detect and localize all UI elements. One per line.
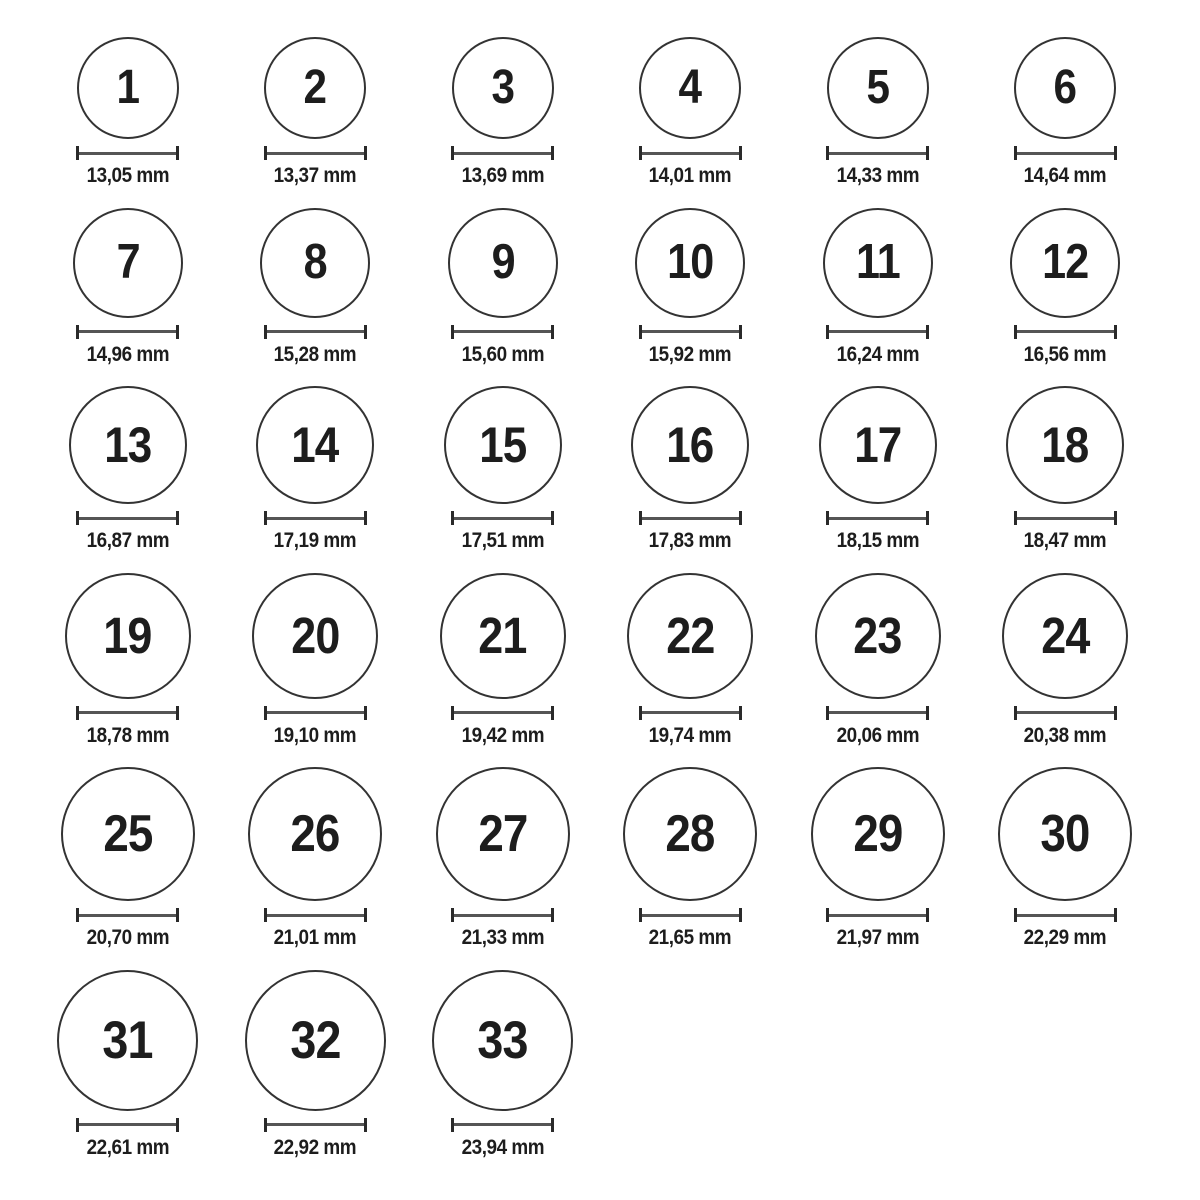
ring-size-number: 28 bbox=[665, 805, 715, 864]
diameter-dimension-line bbox=[76, 325, 179, 339]
ring-diameter-label: 22,92 mm bbox=[273, 1135, 357, 1159]
ring-diameter-label: 13,37 mm bbox=[273, 164, 357, 187]
diameter-dimension-line bbox=[639, 511, 742, 525]
ring-size-item bbox=[409, 970, 597, 1158]
ring-circle bbox=[819, 386, 937, 504]
ring-size-number: 16 bbox=[666, 417, 714, 474]
ring-circle bbox=[627, 573, 753, 699]
ring-size-item bbox=[972, 573, 1160, 746]
diameter-dimension-line bbox=[639, 146, 742, 160]
ring-diameter-label: 15,92 mm bbox=[648, 342, 732, 366]
ring-diameter-label: 23,94 mm bbox=[461, 1135, 545, 1159]
ring-circle bbox=[1002, 573, 1128, 699]
ring-circle bbox=[635, 208, 745, 318]
ring-size-item bbox=[597, 767, 785, 948]
ring-size-number: 14 bbox=[291, 417, 339, 474]
ring-circle bbox=[998, 767, 1132, 901]
ring-size-number: 17 bbox=[854, 417, 902, 474]
ring-circle bbox=[448, 208, 558, 318]
ring-circle bbox=[1014, 37, 1116, 139]
diameter-dimension-line bbox=[76, 908, 179, 922]
ring-size-item bbox=[597, 37, 785, 186]
ring-size-number: 19 bbox=[103, 607, 152, 665]
diameter-dimension-line bbox=[451, 146, 554, 160]
ring-diameter-label: 13,05 mm bbox=[86, 164, 170, 187]
diameter-dimension-line bbox=[76, 1118, 179, 1132]
diameter-dimension-line bbox=[264, 1118, 367, 1132]
ring-diameter-label: 17,83 mm bbox=[648, 529, 732, 553]
ring-size-item bbox=[34, 37, 222, 186]
ring-diameter-label: 21,33 mm bbox=[461, 926, 545, 950]
chart-row bbox=[34, 573, 1159, 746]
chart-row bbox=[34, 767, 1159, 948]
diameter-dimension-line bbox=[76, 511, 179, 525]
diameter-dimension-line bbox=[826, 146, 929, 160]
diameter-dimension-line bbox=[1014, 908, 1117, 922]
ring-circle bbox=[811, 767, 945, 901]
ring-diameter-label: 22,29 mm bbox=[1023, 926, 1107, 950]
ring-size-item bbox=[409, 37, 597, 186]
diameter-dimension-line bbox=[826, 511, 929, 525]
ring-size-item bbox=[784, 386, 972, 551]
ring-circle bbox=[631, 386, 749, 504]
ring-circle bbox=[245, 970, 386, 1111]
ring-size-number: 12 bbox=[1042, 235, 1089, 290]
ring-size-item bbox=[222, 386, 410, 551]
ring-diameter-label: 15,28 mm bbox=[273, 342, 357, 366]
ring-size-item bbox=[409, 573, 597, 746]
ring-diameter-label: 14,96 mm bbox=[86, 342, 170, 366]
diameter-dimension-line bbox=[264, 706, 367, 720]
diameter-dimension-line bbox=[826, 325, 929, 339]
ring-circle bbox=[73, 208, 183, 318]
diameter-dimension-line bbox=[451, 325, 554, 339]
ring-size-item bbox=[972, 386, 1160, 551]
ring-size-number: 4 bbox=[678, 61, 702, 114]
ring-diameter-label: 14,33 mm bbox=[836, 164, 920, 187]
ring-size-item bbox=[34, 767, 222, 948]
ring-diameter-label: 14,64 mm bbox=[1023, 164, 1107, 187]
ring-diameter-label: 19,10 mm bbox=[273, 723, 357, 747]
ring-size-item bbox=[222, 208, 410, 365]
ring-circle bbox=[452, 37, 554, 139]
ring-size-item bbox=[34, 573, 222, 746]
ring-size-number: 27 bbox=[478, 805, 528, 864]
ring-size-item bbox=[222, 573, 410, 746]
diameter-dimension-line bbox=[451, 1118, 554, 1132]
diameter-dimension-line bbox=[639, 706, 742, 720]
ring-diameter-label: 13,69 mm bbox=[461, 164, 545, 187]
ring-size-item bbox=[222, 37, 410, 186]
ring-size-number: 9 bbox=[491, 235, 515, 290]
ring-size-number: 33 bbox=[477, 1010, 528, 1070]
ring-circle bbox=[827, 37, 929, 139]
ring-circle bbox=[815, 573, 941, 699]
ring-circle bbox=[77, 37, 179, 139]
ring-size-item bbox=[409, 767, 597, 948]
ring-size-number: 11 bbox=[855, 235, 900, 290]
ring-size-number: 5 bbox=[866, 61, 890, 114]
ring-size-number: 26 bbox=[290, 805, 340, 864]
ring-size-number: 15 bbox=[479, 417, 527, 474]
ring-circle bbox=[436, 767, 570, 901]
ring-size-item bbox=[34, 208, 222, 365]
ring-size-number: 23 bbox=[853, 607, 902, 665]
ring-size-number: 25 bbox=[103, 805, 153, 864]
ring-diameter-label: 16,87 mm bbox=[86, 529, 170, 553]
ring-size-item bbox=[597, 208, 785, 365]
ring-circle bbox=[264, 37, 366, 139]
ring-diameter-label: 18,15 mm bbox=[836, 529, 920, 553]
ring-size-number: 13 bbox=[104, 417, 152, 474]
ring-diameter-label: 21,65 mm bbox=[648, 926, 732, 950]
ring-circle bbox=[65, 573, 191, 699]
diameter-dimension-line bbox=[264, 325, 367, 339]
ring-diameter-label: 19,42 mm bbox=[461, 723, 545, 747]
ring-size-number: 1 bbox=[116, 61, 140, 114]
ring-size-item bbox=[222, 970, 410, 1158]
ring-circle bbox=[823, 208, 933, 318]
diameter-dimension-line bbox=[1014, 146, 1117, 160]
diameter-dimension-line bbox=[1014, 511, 1117, 525]
ring-size-number: 24 bbox=[1041, 607, 1090, 665]
ring-circle bbox=[444, 386, 562, 504]
ring-size-number: 8 bbox=[303, 235, 327, 290]
ring-size-item bbox=[222, 767, 410, 948]
ring-diameter-label: 17,51 mm bbox=[461, 529, 545, 553]
diameter-dimension-line bbox=[76, 146, 179, 160]
ring-diameter-label: 20,38 mm bbox=[1023, 723, 1107, 747]
ring-diameter-label: 16,24 mm bbox=[836, 342, 920, 366]
ring-diameter-label: 22,61 mm bbox=[86, 1135, 170, 1159]
ring-circle bbox=[1010, 208, 1120, 318]
ring-diameter-label: 19,74 mm bbox=[648, 723, 732, 747]
ring-diameter-label: 17,19 mm bbox=[273, 529, 357, 553]
ring-size-item bbox=[409, 208, 597, 365]
diameter-dimension-line bbox=[639, 908, 742, 922]
diameter-dimension-line bbox=[264, 146, 367, 160]
ring-circle bbox=[623, 767, 757, 901]
ring-size-item bbox=[784, 573, 972, 746]
diameter-dimension-line bbox=[264, 908, 367, 922]
ring-size-item bbox=[972, 767, 1160, 948]
ring-size-number: 3 bbox=[491, 61, 515, 114]
ring-size-item bbox=[409, 386, 597, 551]
ring-circle bbox=[1006, 386, 1124, 504]
ring-size-item bbox=[597, 573, 785, 746]
ring-circle bbox=[252, 573, 378, 699]
diameter-dimension-line bbox=[451, 706, 554, 720]
ring-diameter-label: 21,01 mm bbox=[273, 926, 357, 950]
ring-size-number: 31 bbox=[102, 1010, 153, 1070]
ring-diameter-label: 20,70 mm bbox=[86, 926, 170, 950]
ring-circle bbox=[256, 386, 374, 504]
ring-size-item bbox=[597, 386, 785, 551]
chart-row bbox=[34, 970, 1159, 1158]
diameter-dimension-line bbox=[1014, 325, 1117, 339]
ring-size-item bbox=[34, 386, 222, 551]
ring-size-number: 18 bbox=[1041, 417, 1089, 474]
ring-circle bbox=[440, 573, 566, 699]
ring-size-item bbox=[34, 970, 222, 1158]
ring-circle bbox=[248, 767, 382, 901]
diameter-dimension-line bbox=[639, 325, 742, 339]
ring-size-number: 6 bbox=[1053, 61, 1077, 114]
ring-size-number: 7 bbox=[116, 235, 140, 290]
ring-size-item bbox=[784, 208, 972, 365]
ring-circle bbox=[57, 970, 198, 1111]
ring-diameter-label: 21,97 mm bbox=[836, 926, 920, 950]
diameter-dimension-line bbox=[451, 908, 554, 922]
ring-size-number: 22 bbox=[666, 607, 715, 665]
ring-diameter-label: 16,56 mm bbox=[1023, 342, 1107, 366]
ring-size-number: 32 bbox=[290, 1010, 341, 1070]
diameter-dimension-line bbox=[826, 706, 929, 720]
ring-diameter-label: 18,47 mm bbox=[1023, 529, 1107, 553]
ring-circle bbox=[61, 767, 195, 901]
ring-circle bbox=[260, 208, 370, 318]
diameter-dimension-line bbox=[1014, 706, 1117, 720]
ring-size-number: 10 bbox=[667, 235, 714, 290]
ring-circle bbox=[432, 970, 573, 1111]
diameter-dimension-line bbox=[451, 511, 554, 525]
chart-row bbox=[34, 208, 1159, 365]
ring-size-number: 2 bbox=[303, 61, 327, 114]
ring-size-number: 30 bbox=[1040, 805, 1090, 864]
ring-size-number: 20 bbox=[291, 607, 340, 665]
ring-diameter-label: 18,78 mm bbox=[86, 723, 170, 747]
ring-diameter-label: 20,06 mm bbox=[836, 723, 920, 747]
ring-size-number: 29 bbox=[853, 805, 903, 864]
ring-size-item bbox=[784, 767, 972, 948]
ring-size-item bbox=[784, 37, 972, 186]
diameter-dimension-line bbox=[826, 908, 929, 922]
ring-size-item bbox=[972, 208, 1160, 365]
ring-diameter-label: 14,01 mm bbox=[648, 164, 732, 187]
ring-circle bbox=[639, 37, 741, 139]
ring-size-item bbox=[972, 37, 1160, 186]
ring-size-number: 21 bbox=[478, 607, 527, 665]
chart-row bbox=[34, 386, 1159, 551]
ring-diameter-label: 15,60 mm bbox=[461, 342, 545, 366]
chart-row bbox=[34, 37, 1159, 186]
diameter-dimension-line bbox=[264, 511, 367, 525]
diameter-dimension-line bbox=[76, 706, 179, 720]
ring-circle bbox=[69, 386, 187, 504]
